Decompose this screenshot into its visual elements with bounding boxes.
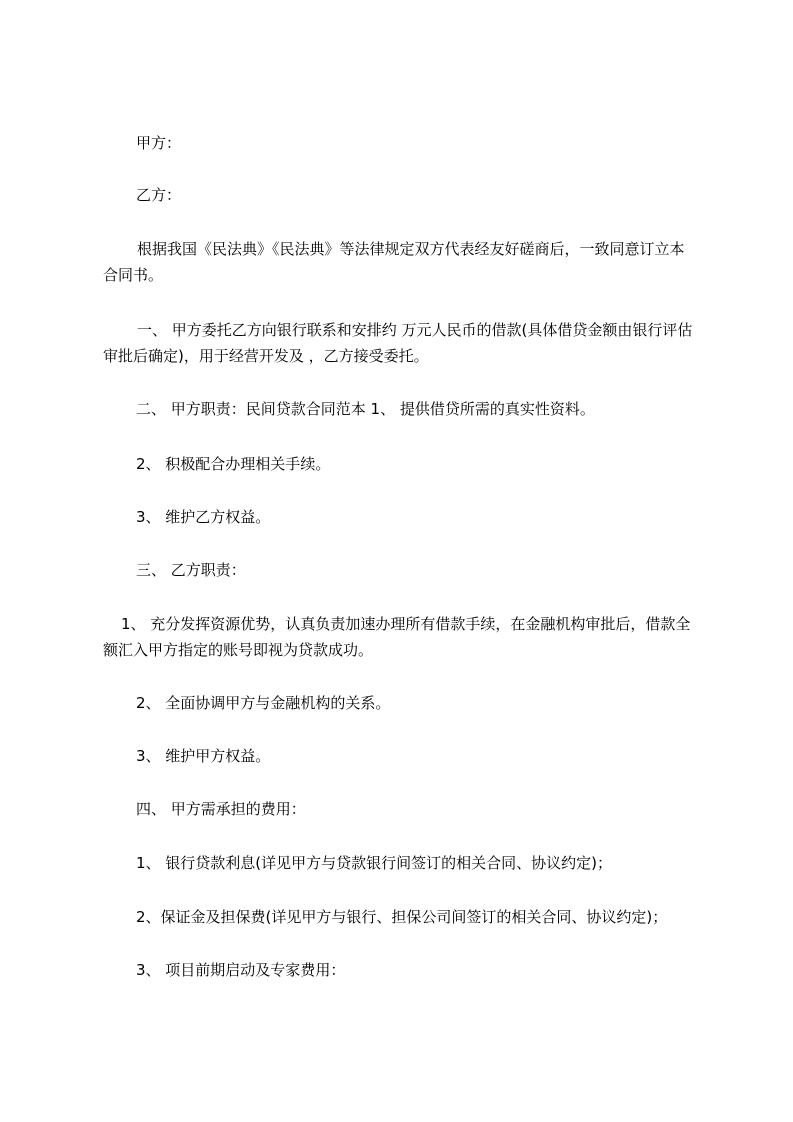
- clause-2-item-2: 2、 积极配合办理相关手续。: [136, 455, 331, 473]
- clause-4-item-1: 1、 银行贷款利息(详见甲方与贷款银行间签订的相关合同、协议约定)；: [136, 854, 613, 872]
- party-b-line: 乙方：: [136, 186, 182, 204]
- preamble-paragraph: 根据我国《民法典》《民法典》等法律规定双方代表经友好磋商后，一致同意订立本合同书。: [103, 240, 685, 284]
- party-a-line: 甲方：: [136, 134, 182, 152]
- clause-4-item-2: 2、保证金及担保费(详见甲方与银行、担保公司间签订的相关合同、协议约定)；: [136, 908, 668, 926]
- clause-3-item-2: 2、 全面协调甲方与金融机构的关系。: [136, 694, 391, 712]
- clause-2-heading: 二、 甲方职责：民间贷款合同范本 1、 提供借贷所需的真实性资料。: [136, 400, 595, 418]
- clause-4-heading: 四、 甲方需承担的费用：: [136, 800, 306, 818]
- clause-2-item-3: 3、 维护乙方权益。: [136, 508, 271, 526]
- clause-3-heading: 三、 乙方职责：: [136, 561, 246, 579]
- clause-3-item-3: 3、 维护甲方权益。: [136, 747, 271, 765]
- clause-1-paragraph: 一、 甲方委托乙方向银行联系和安排约 万元人民币的借款(具体借贷金额由银行评估审批后确定)，用于经营开发及 ，乙方接受委托。: [103, 321, 693, 365]
- clause-4-item-3: 3、 项目前期启动及专家费用：: [136, 961, 346, 979]
- clause-3-item-1: 1、 充分发挥资源优势，认真负责加速办理所有借款手续，在金融机构审批后，借款全额汇入甲方指定的账号即视为贷款成功。: [103, 615, 691, 659]
